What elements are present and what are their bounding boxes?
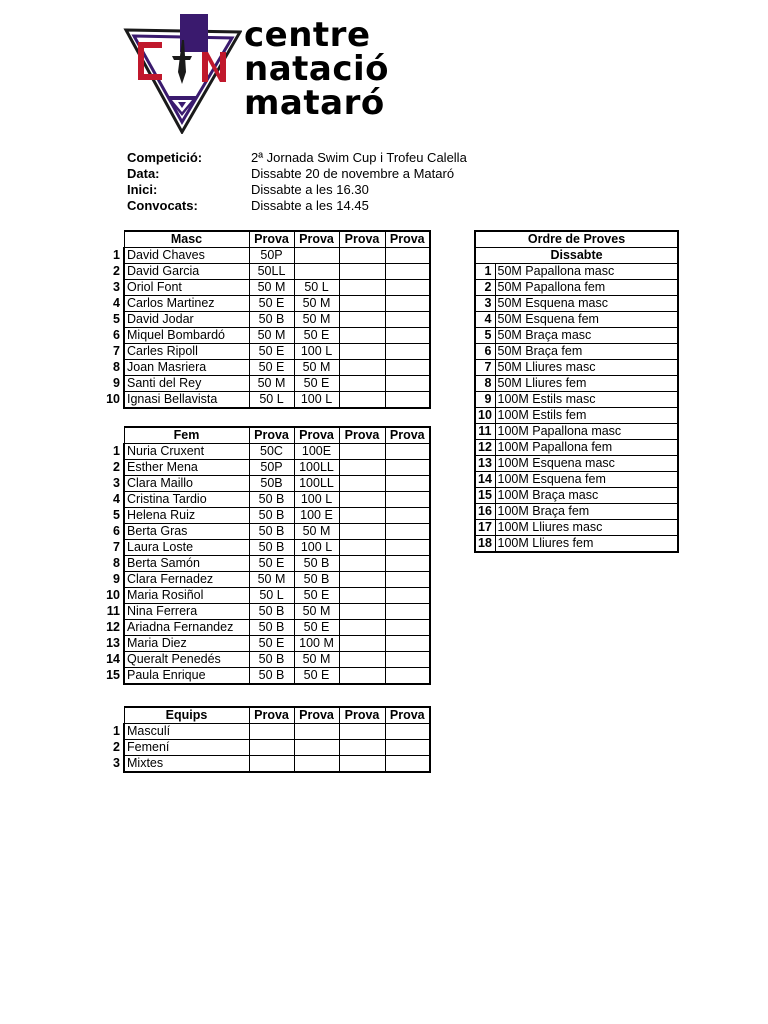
event-cell: 50 B [249,620,294,636]
info-label: Data: [127,166,160,181]
order-event: 100M Esquena masc [495,456,678,472]
order-subtitle: Dissabte [475,248,678,264]
event-cell [294,248,339,264]
swimmer-name: Berta Samón [124,556,249,572]
fem-row [104,556,430,572]
fem-header-title: Fem [124,427,249,444]
event-cell [294,756,339,773]
event-cell [339,344,385,360]
row-number: 4 [113,296,120,310]
event-cell: 100 E [294,508,339,524]
swimmer-name: Queralt Penedés [124,652,249,668]
event-cell: 50P [249,248,294,264]
order-event: 50M Esquena masc [495,296,678,312]
row-number: 14 [106,652,120,666]
fem-row [104,668,430,685]
masc-row [104,392,430,409]
event-cell: 50 E [294,376,339,392]
event-cell [385,508,430,524]
event-cell: 50 E [294,668,339,685]
event-cell [385,264,430,280]
masc-table [104,230,431,409]
event-cell [339,588,385,604]
order-row [475,344,678,360]
info-value: Dissabte 20 de novembre a Mataró [251,166,455,181]
event-cell: 50 E [249,360,294,376]
event-cell [385,724,430,740]
row-number: 2 [113,264,120,278]
order-row [475,328,678,344]
event-cell [339,756,385,773]
order-number: 16 [475,504,495,520]
event-cell [385,328,430,344]
masc-row [104,328,430,344]
masc-row [104,344,430,360]
order-number: 4 [475,312,495,328]
event-cell: 100LL [294,476,339,492]
order-row [475,264,678,280]
order-number: 1 [475,264,495,280]
order-number: 8 [475,376,495,392]
swimmer-name: David Garcia [124,264,249,280]
event-cell [249,740,294,756]
swimmer-name: Nina Ferrera [124,604,249,620]
event-cell [339,620,385,636]
event-cell [339,392,385,409]
event-cell [339,460,385,476]
order-number: 9 [475,392,495,408]
order-event: 100M Papallona fem [495,440,678,456]
masc-row [104,248,430,264]
order-number: 2 [475,280,495,296]
swimmer-name: Cristina Tardio [124,492,249,508]
event-cell: 50 L [249,392,294,409]
event-cell [339,264,385,280]
order-number: 5 [475,328,495,344]
masc-header-prova: Prova [385,231,430,248]
swimmer-name: Masculí [124,724,249,740]
order-number: 11 [475,424,495,440]
order-event: 50M Esquena fem [495,312,678,328]
row-number: 10 [106,392,120,407]
event-cell [339,556,385,572]
fem-row [104,492,430,508]
event-cell [249,756,294,773]
swimmer-name: Berta Gras [124,524,249,540]
event-cell [294,264,339,280]
event-cell [385,460,430,476]
equips-header-prova: Prova [339,707,385,724]
swimmer-name: Clara Fernadez [124,572,249,588]
order-number: 13 [475,456,495,472]
equips-table [104,706,431,773]
event-cell [294,740,339,756]
row-number: 3 [113,756,120,771]
fem-row [104,508,430,524]
event-cell [339,376,385,392]
event-cell [339,540,385,556]
order-event: 100M Esquena fem [495,472,678,488]
event-cell: 50 M [294,312,339,328]
event-cell [385,280,430,296]
order-number: 6 [475,344,495,360]
order-event: 100M Estils masc [495,392,678,408]
order-number: 15 [475,488,495,504]
event-cell: 100 L [294,344,339,360]
equips-row [104,724,430,740]
equips-header-title: Equips [124,707,249,724]
swimmer-name: David Chaves [124,248,249,264]
fem-table [104,426,431,685]
row-number: 13 [106,636,120,650]
row-number: 10 [106,588,120,602]
event-cell [385,652,430,668]
fem-row [104,604,430,620]
event-cell: 50 B [249,492,294,508]
swimmer-name: Oriol Font [124,280,249,296]
event-cell: 50 L [249,588,294,604]
info-label: Convocats: [127,198,198,213]
event-cell [385,312,430,328]
equips-header-prova: Prova [385,707,430,724]
order-row [475,296,678,312]
event-cell: 50 L [294,280,339,296]
event-cell: 50 E [249,556,294,572]
fem-row [104,540,430,556]
event-cell [339,724,385,740]
row-number: 9 [113,376,120,390]
row-number: 2 [113,460,120,474]
order-event: 100M Braça masc [495,488,678,504]
event-cell: 100 L [294,540,339,556]
event-cell [385,344,430,360]
order-number: 12 [475,440,495,456]
swimmer-name: Femení [124,740,249,756]
order-row [475,408,678,424]
order-row [475,504,678,520]
row-number: 7 [113,344,120,358]
fem-row [104,524,430,540]
event-cell: 100E [294,444,339,460]
row-number: 4 [113,492,120,506]
row-number: 15 [106,668,120,683]
masc-row [104,296,430,312]
fem-row [104,652,430,668]
order-row [475,456,678,472]
info-value: Dissabte a les 14.45 [251,198,369,213]
equips-header-prova: Prova [294,707,339,724]
event-cell [339,508,385,524]
event-cell [385,556,430,572]
order-event: 50M Papallona fem [495,280,678,296]
event-cell: 50 M [249,572,294,588]
order-title: Ordre de Proves [475,231,678,248]
event-cell [385,492,430,508]
row-number: 2 [113,740,120,754]
order-table [474,230,679,553]
order-row [475,472,678,488]
event-cell: 50 B [294,556,339,572]
event-cell [339,296,385,312]
order-event: 50M Braça fem [495,344,678,360]
event-cell [385,444,430,460]
fem-row [104,476,430,492]
row-number: 3 [113,280,120,294]
event-cell: 50 E [294,620,339,636]
fem-header-prova: Prova [249,427,294,444]
fem-row [104,460,430,476]
swimmer-name: Mixtes [124,756,249,773]
event-cell [385,740,430,756]
swimmer-name: Carles Ripoll [124,344,249,360]
info-label: Competició: [127,150,203,165]
swimmer-name: Paula Enrique [124,668,249,685]
order-event: 100M Lliures fem [495,536,678,553]
swimmer-name: David Jodar [124,312,249,328]
row-number: 6 [113,524,120,538]
order-event: 100M Braça fem [495,504,678,520]
equips-row [104,756,430,773]
row-number: 12 [106,620,120,634]
event-cell [339,492,385,508]
event-cell [385,620,430,636]
event-cell [339,740,385,756]
order-number: 7 [475,360,495,376]
event-cell [385,540,430,556]
swimmer-name: Santi del Rey [124,376,249,392]
row-number: 3 [113,476,120,490]
order-row [475,376,678,392]
order-number: 14 [475,472,495,488]
event-cell: 50LL [249,264,294,280]
row-number: 5 [113,312,120,326]
event-cell: 50 M [294,652,339,668]
swimmer-name: Clara Maillo [124,476,249,492]
event-cell: 100LL [294,460,339,476]
row-number: 1 [113,724,120,738]
event-cell [385,376,430,392]
event-cell [385,476,430,492]
order-row [475,360,678,376]
order-row [475,424,678,440]
event-cell [339,636,385,652]
order-event: 50M Lliures fem [495,376,678,392]
event-cell [385,756,430,773]
masc-header-prova: Prova [339,231,385,248]
info-value: 2ª Jornada Swim Cup i Trofeu Calella [251,150,467,165]
masc-header-prova: Prova [294,231,339,248]
event-cell: 100 L [294,392,339,409]
event-cell: 50B [249,476,294,492]
event-cell: 50P [249,460,294,476]
event-cell [339,476,385,492]
event-cell: 50 B [249,604,294,620]
event-cell [385,524,430,540]
masc-header-title: Masc [124,231,249,248]
fem-header-prova: Prova [385,427,430,444]
order-row [475,488,678,504]
event-cell: 50 E [249,636,294,652]
event-cell [294,724,339,740]
swimmer-name: Maria Rosiñol [124,588,249,604]
event-cell [385,588,430,604]
fem-row [104,588,430,604]
order-number: 17 [475,520,495,536]
fem-row [104,444,430,460]
club-name-line-3: mataró [244,83,385,123]
event-cell [339,524,385,540]
fem-header-prova: Prova [294,427,339,444]
equips-header-prova: Prova [249,707,294,724]
order-number: 18 [475,536,495,553]
event-cell [385,636,430,652]
event-cell [385,572,430,588]
swimmer-name: Miquel Bombardó [124,328,249,344]
row-number: 9 [113,572,120,586]
order-row [475,392,678,408]
row-number: 1 [113,444,120,458]
event-cell [339,312,385,328]
event-cell [339,604,385,620]
row-number: 6 [113,328,120,342]
event-cell [385,392,430,409]
event-cell [339,652,385,668]
club-name [244,15,390,123]
club-logo [122,12,242,134]
swimmer-name: Joan Masriera [124,360,249,376]
fem-row [104,572,430,588]
event-cell: 50 B [294,572,339,588]
event-cell: 50 M [249,376,294,392]
masc-row [104,264,430,280]
event-cell: 50C [249,444,294,460]
club-name-line-2: natació [244,49,390,89]
masc-row [104,376,430,392]
event-cell: 50 M [294,360,339,376]
event-cell: 50 B [249,668,294,685]
event-cell [339,668,385,685]
club-name-line-1: centre [244,15,371,55]
swimmer-name: Maria Diez [124,636,249,652]
event-cell: 100 M [294,636,339,652]
info-label: Inici: [127,182,158,197]
event-cell [385,604,430,620]
event-cell: 50 B [249,312,294,328]
masc-row [104,312,430,328]
order-event: 50M Braça masc [495,328,678,344]
swimmer-name: Ignasi Bellavista [124,392,249,409]
masc-row [104,360,430,376]
order-event: 100M Estils fem [495,408,678,424]
row-number: 8 [113,556,120,570]
order-row [475,536,678,553]
event-cell [385,668,430,685]
order-event: 100M Papallona masc [495,424,678,440]
event-cell [385,296,430,312]
fem-header-prova: Prova [339,427,385,444]
fem-row [104,636,430,652]
swimmer-name: Nuria Cruxent [124,444,249,460]
order-number: 10 [475,408,495,424]
event-cell: 100 L [294,492,339,508]
event-cell: 50 B [249,652,294,668]
event-cell [339,248,385,264]
order-event: 50M Lliures masc [495,360,678,376]
event-cell: 50 M [294,604,339,620]
event-cell: 50 M [294,296,339,312]
order-row [475,520,678,536]
order-row [475,280,678,296]
swimmer-name: Ariadna Fernandez [124,620,249,636]
event-cell [339,360,385,376]
swimmer-name: Carlos Martinez [124,296,249,312]
event-cell: 50 E [294,588,339,604]
order-event: 100M Lliures masc [495,520,678,536]
event-cell [339,328,385,344]
swimmer-name: Esther Mena [124,460,249,476]
event-cell: 50 B [249,508,294,524]
event-cell: 50 B [249,524,294,540]
order-row [475,312,678,328]
event-cell [385,360,430,376]
event-cell: 50 M [249,280,294,296]
masc-row [104,280,430,296]
event-cell: 50 B [249,540,294,556]
masc-header-prova: Prova [249,231,294,248]
event-cell [249,724,294,740]
fem-row [104,620,430,636]
row-number: 5 [113,508,120,522]
row-number: 1 [113,248,120,262]
event-cell: 50 E [294,328,339,344]
order-number: 3 [475,296,495,312]
event-cell: 50 E [249,344,294,360]
order-event: 50M Papallona masc [495,264,678,280]
event-cell [339,572,385,588]
event-cell [339,280,385,296]
event-cell: 50 E [249,296,294,312]
row-number: 11 [106,604,120,618]
event-cell [385,248,430,264]
equips-row [104,740,430,756]
row-number: 8 [113,360,120,374]
swimmer-name: Laura Loste [124,540,249,556]
row-number: 7 [113,540,120,554]
swimmer-name: Helena Ruiz [124,508,249,524]
event-cell: 50 M [294,524,339,540]
event-cell: 50 M [249,328,294,344]
event-cell [339,444,385,460]
info-value: Dissabte a les 16.30 [251,182,369,197]
order-row [475,440,678,456]
